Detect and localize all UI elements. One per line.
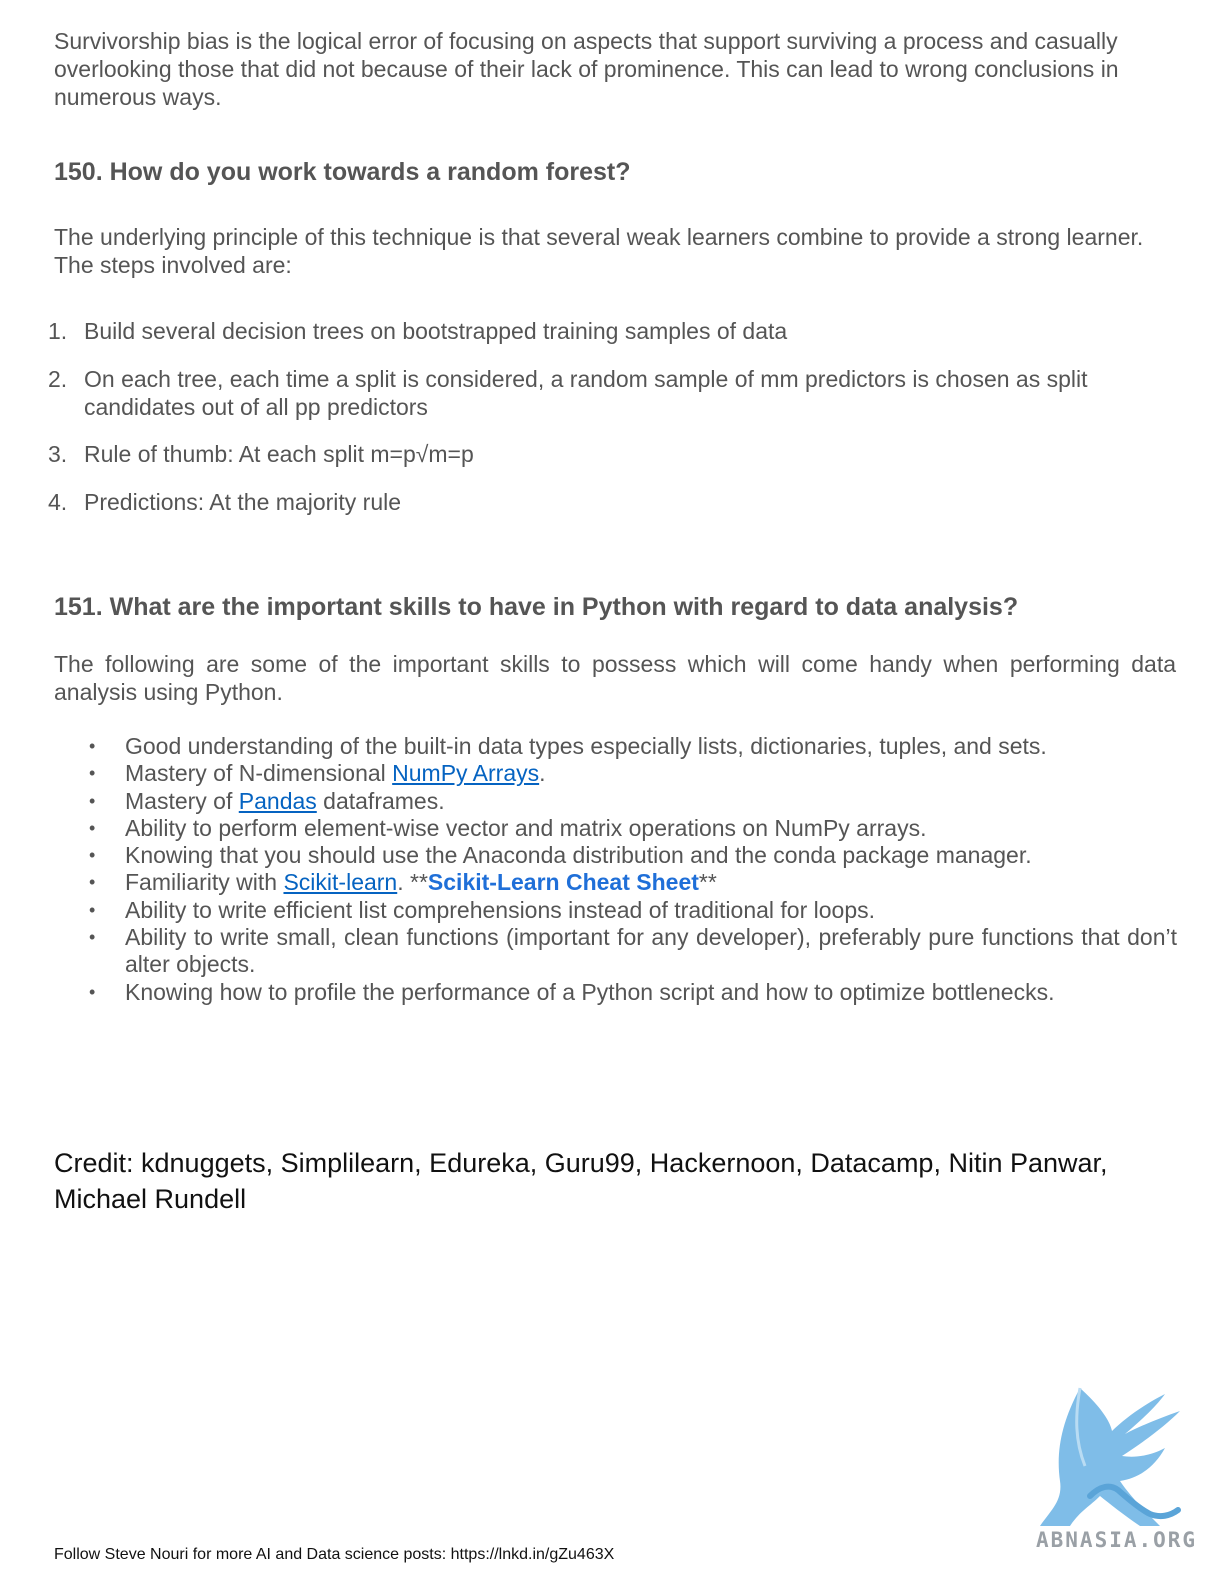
- question-150-heading: 150. How do you work towards a random forest?: [54, 158, 631, 186]
- list-item-text: [125, 869, 1177, 896]
- bullet-icon: •: [89, 845, 96, 866]
- list-item: [0, 788, 1224, 815]
- step-text: Build several decision trees on bootstrapped training samples of data: [84, 318, 788, 344]
- griffin-logo-graphic: [1030, 1386, 1210, 1536]
- list-item: [0, 979, 1224, 1006]
- question-151-paragraph: The following are some of the important skills to possess which will come handy when performing data analysis using Python.: [54, 651, 1176, 705]
- bullet-icon: •: [89, 981, 96, 1002]
- list-item-text: Good understanding of the built-in data types especially lists, dictionaries, tuples, and sets.: [125, 733, 1047, 759]
- step-text: Rule of thumb: At each split m=p√m=p: [84, 441, 474, 467]
- text-run: Familiarity with: [125, 869, 284, 896]
- list-item-text: [125, 760, 1177, 787]
- footer-text: Follow Steve Nouri for more AI and Data science posts: https://lnkd.in/gZu463X: [54, 1546, 615, 1563]
- text-run: Mastery of: [125, 787, 239, 814]
- list-item: [0, 815, 1224, 842]
- list-item-text: Knowing that you should use the Anaconda distribution and the conda package manager.: [125, 842, 1032, 869]
- list-item: [0, 869, 1224, 896]
- text-run: .: [539, 760, 546, 787]
- text-run: dataframes.: [316, 787, 445, 814]
- step-text: Predictions: At the majority rule: [84, 489, 402, 515]
- abnasia-logo-text: ABNASIA.ORG: [1036, 1528, 1198, 1552]
- python-skills-list: [0, 733, 1224, 1006]
- step-number: 3.: [48, 441, 68, 467]
- bullet-icon: •: [89, 899, 96, 920]
- step-number: 2.: [48, 366, 68, 392]
- list-item: [0, 897, 1224, 924]
- question-151-heading: 151. What are the important skills to have in Python with regard to data analysis?: [54, 593, 1019, 621]
- text-run: Mastery of N-dimensional: [125, 760, 393, 787]
- scikit-learn-cheat-sheet-text: Scikit-Learn Cheat Sheet: [427, 869, 699, 896]
- list-item-text: Knowing how to profile the performance of a Python script and how to optimize bottlenecks.: [125, 978, 1055, 1005]
- bullet-icon: •: [89, 817, 96, 838]
- pandas-link[interactable]: Pandas: [238, 787, 317, 814]
- bullet-icon: •: [89, 790, 96, 811]
- numpy-arrays-link[interactable]: NumPy Arrays: [392, 760, 540, 787]
- step-number: 1.: [48, 318, 68, 344]
- list-item: [0, 842, 1224, 869]
- step-text: On each tree, each time a split is considered, a random sample of mm predictors is chosen as split candidates out of all pp predictors: [84, 366, 1088, 420]
- bullet-icon: •: [89, 872, 96, 893]
- list-item: [0, 733, 1224, 760]
- step-number: 4.: [48, 489, 68, 515]
- question-150-paragraph: The underlying principle of this technique is that several weak learners combine to provide a strong learner. The steps involved are:: [54, 224, 1144, 278]
- scikit-learn-link[interactable]: Scikit-learn: [283, 869, 398, 896]
- list-item-text: Ability to perform element-wise vector and matrix operations on NumPy arrays.: [125, 814, 927, 841]
- text-run: **: [698, 869, 717, 896]
- bullet-icon: •: [89, 763, 96, 784]
- list-item: [0, 760, 1224, 787]
- credit-text: Credit: kdnuggets, Simplilearn, Edureka, Guru99, Hackernoon, Datacamp, Nitin Panwar, Michael Rundell: [54, 1148, 1108, 1214]
- list-item: [0, 924, 1224, 979]
- list-item-text: Ability to write efficient list comprehensions instead of traditional for loops.: [125, 896, 876, 923]
- text-run: . **: [397, 869, 428, 896]
- intro-paragraph: Survivorship bias is the logical error of focusing on aspects that support surviving a process and casually overlooking those that did not because of their lack of prominence. This can lead to wrong conclusions in numerous ways.: [54, 28, 1119, 110]
- bullet-icon: •: [89, 927, 96, 948]
- bullet-icon: •: [89, 736, 96, 756]
- list-item-text: [125, 788, 1177, 815]
- list-item-text: Ability to write small, clean functions (important for any developer), preferably pure functions that don’t alter objects.: [125, 924, 1177, 978]
